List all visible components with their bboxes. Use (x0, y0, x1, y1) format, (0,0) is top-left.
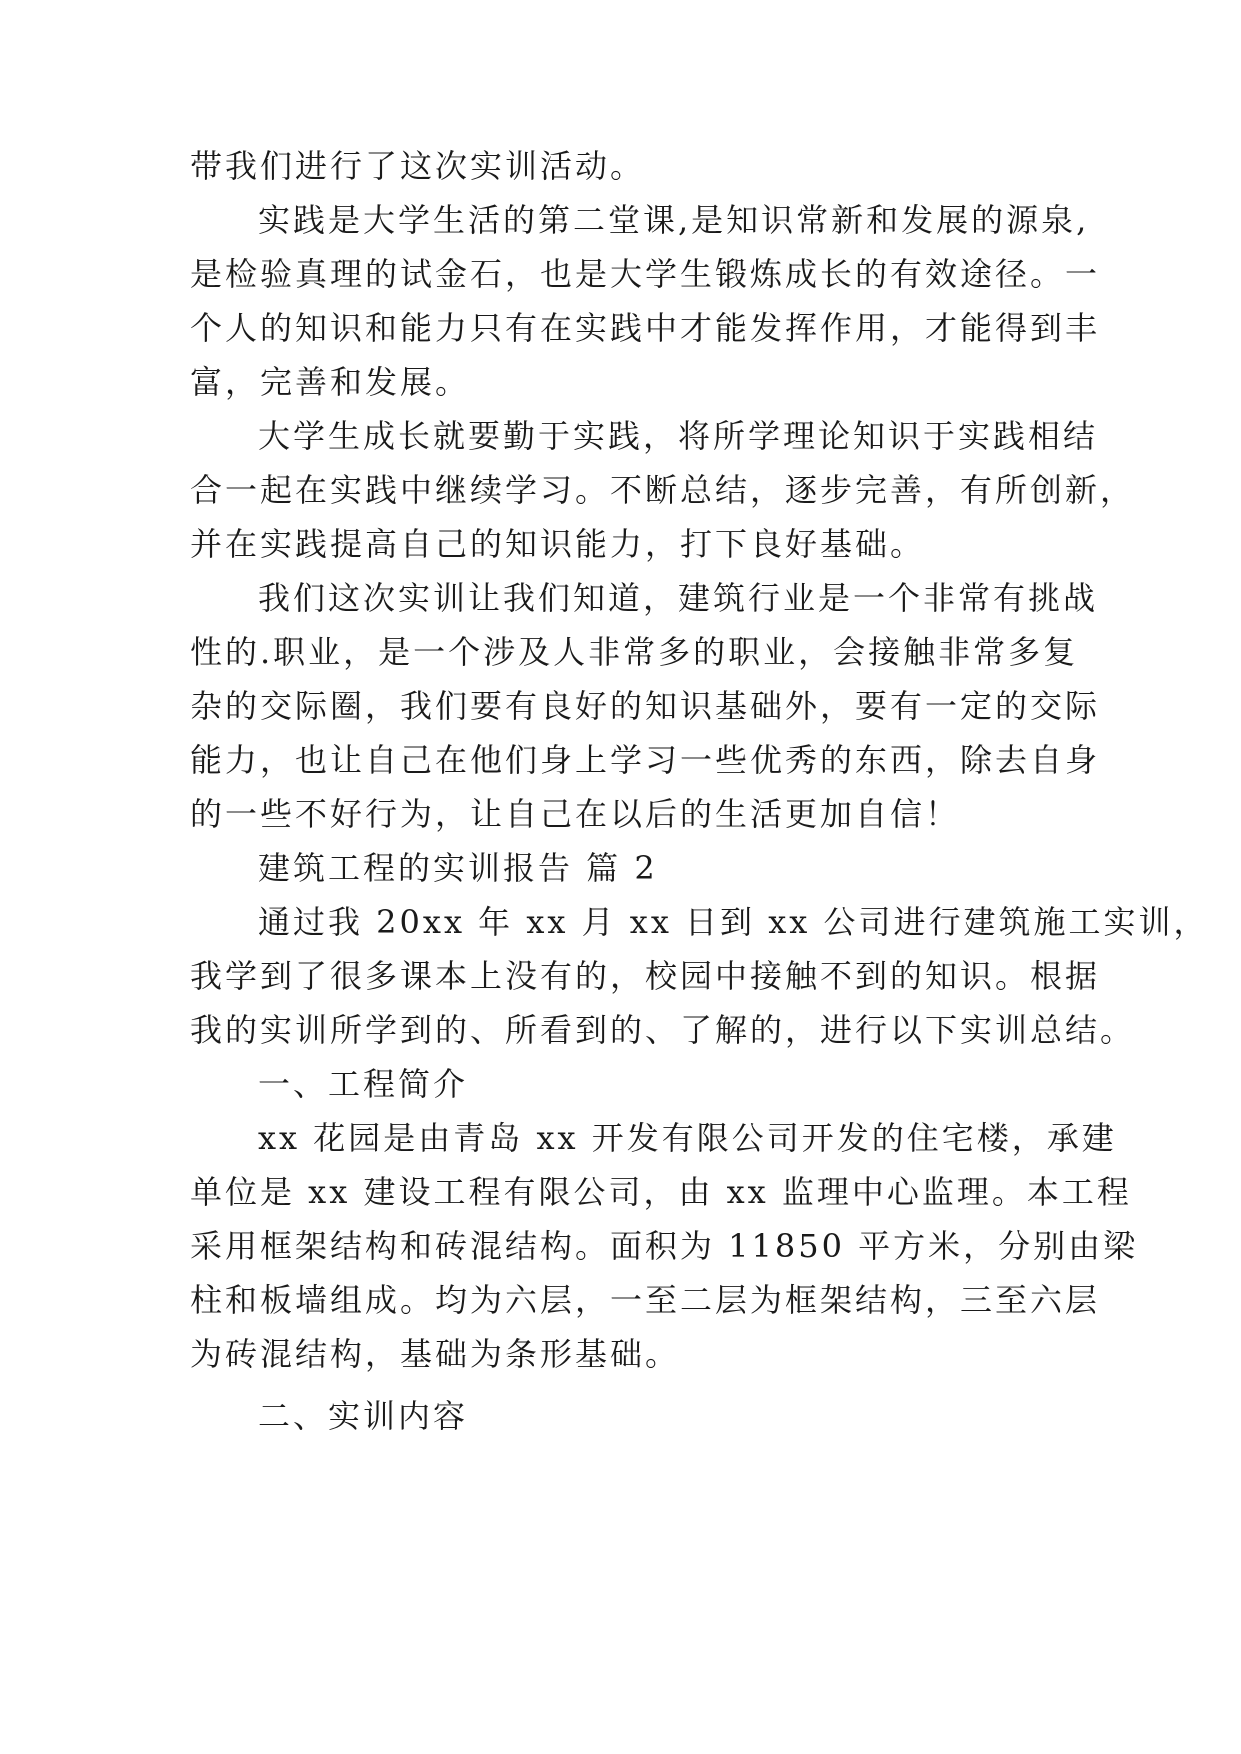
paragraph-first-line: 实践是大学生活的第二堂课,是知识常新和发展的源泉, (258, 201, 1090, 239)
text-line: 柱和板墙组成。均为六层，一至二层为框架结构，三至六层 (190, 1281, 1101, 1319)
text-line: 合一起在实践中继续学习。不断总结，逐步完善，有所创新， (190, 471, 1136, 509)
text-line: 是检验真理的试金石，也是大学生锻炼成长的有效途径。一 (190, 255, 1101, 293)
text-line: 的一些不好行为，让自己在以后的生活更加自信！ (190, 795, 961, 833)
paragraph-first-line: 通过我 20xx 年 xx 月 xx 日到 xx 公司进行建筑施工实训， (258, 903, 1209, 941)
text-line: 富，完善和发展。 (190, 363, 471, 401)
section-heading: 一、工程简介 (258, 1065, 469, 1103)
paragraph-first-line: 我们这次实训让我们知道，建筑行业是一个非常有挑战 (258, 579, 1099, 617)
text-line: 能力，也让自己在他们身上学习一些优秀的东西，除去自身 (190, 741, 1101, 779)
text-line: 性的.职业，是一个涉及人非常多的职业，会接触非常多复 (190, 633, 1079, 671)
section-title: 建筑工程的实训报告 篇 2 (258, 849, 658, 887)
text-line: 我学到了很多课本上没有的，校园中接触不到的知识。根据 (190, 957, 1101, 995)
paragraph-first-line: xx 花园是由青岛 xx 开发有限公司开发的住宅楼，承建 (258, 1119, 1117, 1157)
text-line: 并在实践提高自己的知识能力，打下良好基础。 (190, 525, 926, 563)
text-line: 采用框架结构和砖混结构。面积为 11850 平方米，分别由梁 (190, 1227, 1139, 1265)
text-line: 我的实训所学到的、所看到的、了解的，进行以下实训总结。 (190, 1011, 1136, 1049)
text-line: 带我们进行了这次实训活动。 (190, 147, 646, 185)
text-line: 为砖混结构，基础为条形基础。 (190, 1335, 681, 1373)
text-line: 单位是 xx 建设工程有限公司，由 xx 监理中心监理。本工程 (190, 1173, 1132, 1211)
text-line: 个人的知识和能力只有在实践中才能发挥作用，才能得到丰 (190, 309, 1101, 347)
paragraph-first-line: 大学生成长就要勤于实践，将所学理论知识于实践相结 (258, 417, 1099, 455)
section-heading: 二、实训内容 (258, 1397, 469, 1435)
text-line: 杂的交际圈，我们要有良好的知识基础外，要有一定的交际 (190, 687, 1101, 725)
